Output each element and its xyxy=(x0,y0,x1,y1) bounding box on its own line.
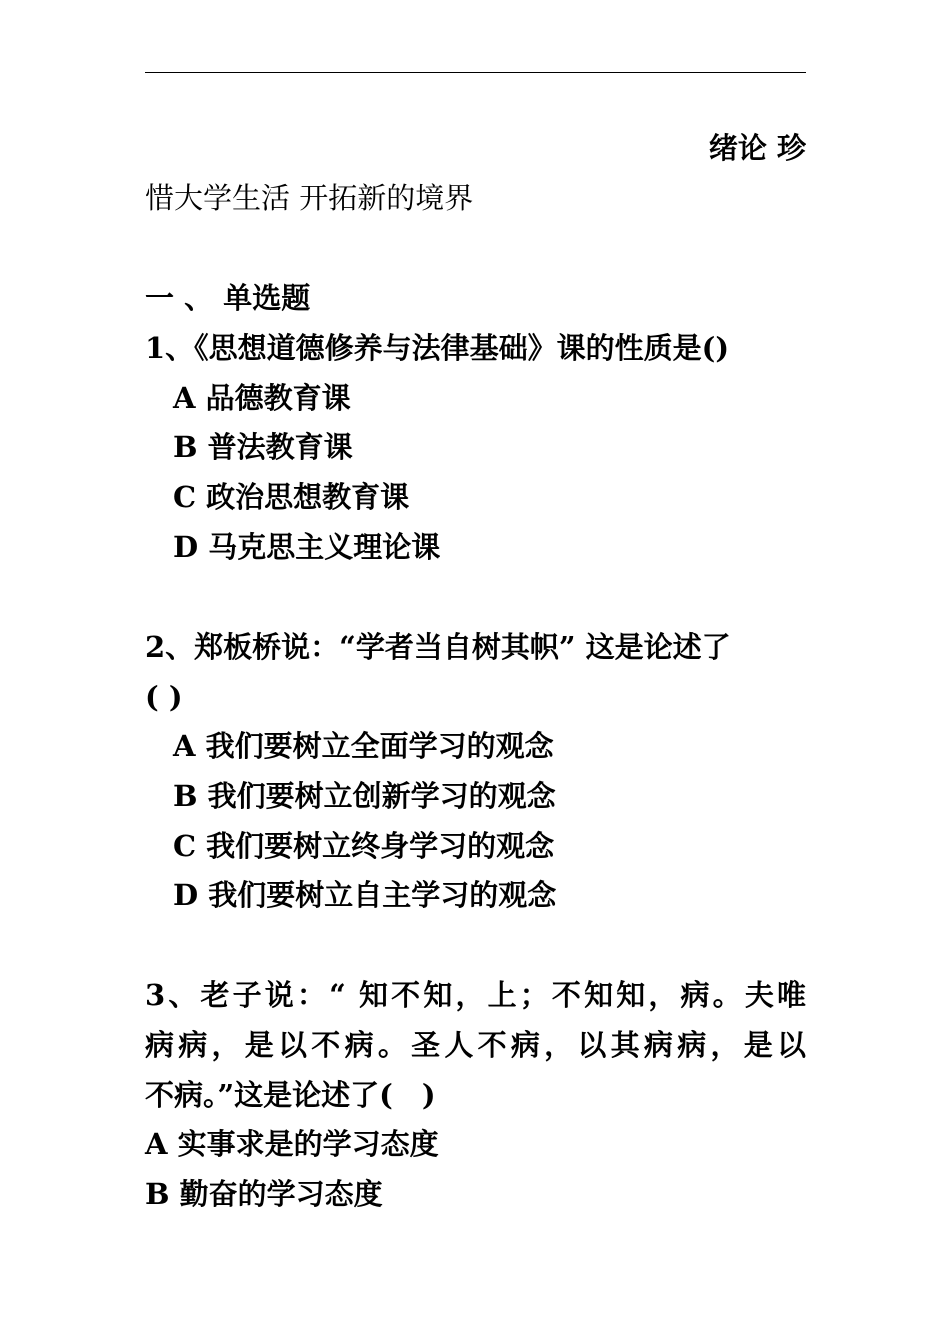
question-2-option-b: B 我们要树立创新学习的观念 xyxy=(173,779,556,813)
chapter-title: 绪论 珍 xyxy=(708,131,806,165)
question-3-stem-line-1: 3、老子说：“ 知不知，上；不知知，病。夫唯 xyxy=(145,978,806,1012)
question-2-option-d: D 我们要树立自主学习的观念 xyxy=(173,878,557,912)
question-2-option-a: A 我们要树立全面学习的观念 xyxy=(173,729,554,763)
chapter-subtitle: 惜大学生活 开拓新的境界 xyxy=(145,181,474,215)
question-3-option-a: A 实事求是的学习态度 xyxy=(145,1127,439,1161)
question-1-option-c: C 政治思想教育课 xyxy=(173,480,410,514)
question-2-stem-line-2: ( ) xyxy=(145,680,183,714)
question-2-option-c: C 我们要树立终身学习的观念 xyxy=(173,829,555,863)
question-3-stem-line-2: 病病，是以不病。圣人不病，以其病病，是以 xyxy=(145,1028,806,1062)
header-rule xyxy=(145,72,806,73)
question-1-stem: 1、《思想道德修养与法律基础》课的性质是() xyxy=(145,331,730,365)
question-3-option-b: B 勤奋的学习态度 xyxy=(145,1177,383,1211)
question-3-stem-line-3: 不病。”这是论述了( ) xyxy=(145,1078,436,1112)
question-1-option-a: A 品德教育课 xyxy=(173,381,351,415)
question-1-option-b: B 普法教育课 xyxy=(173,430,353,464)
question-1-option-d: D 马克思主义理论课 xyxy=(173,530,441,564)
section-heading: 一 、 单选题 xyxy=(145,281,311,315)
question-2-stem-line-1: 2、郑板桥说：“学者当自树其帜” 这是论述了 xyxy=(145,630,731,664)
